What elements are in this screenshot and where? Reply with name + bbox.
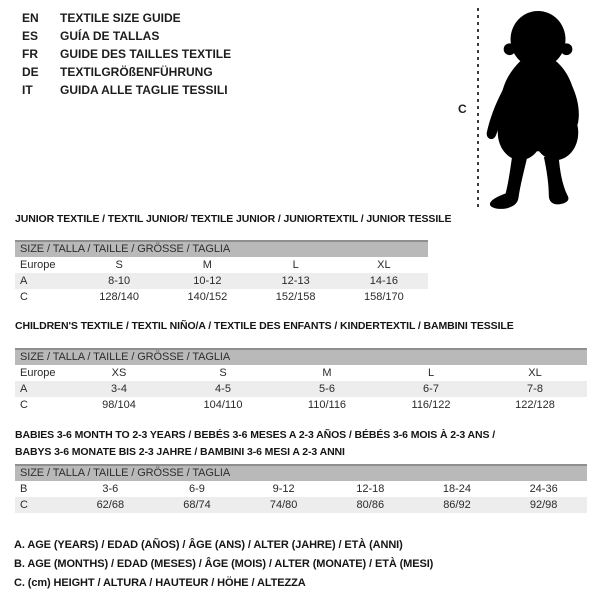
size-value-cell: 128/140 <box>99 291 139 303</box>
size-value-cell: 3-6 <box>102 483 119 495</box>
size-value-cell: 110/116 <box>307 399 347 411</box>
size-header-band: SIZE / TALLA / TAILLE / GRÖSSE / TAGLIA <box>15 240 428 257</box>
size-value-cell: 62/68 <box>96 499 125 511</box>
babies-size-table <box>15 464 587 513</box>
babies-title-line-1: BABIES 3-6 MONTH TO 2-3 YEARS / BEBÉS 3-6 MESES A 2-3 AÑOS / BÉBÉS 3-6 MOIS À 2-3 ANS / <box>15 429 496 441</box>
size-value-cell: 116/122 <box>411 399 451 411</box>
table-row <box>15 365 587 381</box>
size-value-cell: XS <box>111 367 127 379</box>
children-section-title: CHILDREN'S TEXTILE / TEXTIL NIÑO/A / TEXTILE DES ENFANTS / KINDERTEXTIL / BAMBINI TESSILE <box>15 320 514 332</box>
size-value-cell: M <box>322 367 332 379</box>
table-row <box>15 481 587 497</box>
size-value-cell: L <box>292 259 299 271</box>
row-label-cell: Europe <box>20 259 56 271</box>
height-dotted-line <box>477 8 479 208</box>
size-value-cell: 12-13 <box>281 275 310 287</box>
size-value-cell: 5-6 <box>319 383 335 395</box>
size-value-cell: 7-8 <box>527 383 543 395</box>
junior-size-table <box>15 240 428 305</box>
legend-line-a: A. AGE (YEARS) / EDAD (AÑOS) / ÂGE (ANS) / ALTER (JAHRE) / ETÀ (ANNI) <box>14 539 403 551</box>
row-label-cell: C <box>20 399 28 411</box>
size-value-cell: M <box>202 259 212 271</box>
table-row <box>15 257 428 273</box>
size-value-cell: 24-36 <box>529 483 558 495</box>
language-title: TEXTILE SIZE GUIDE <box>60 11 181 25</box>
size-header-band: SIZE / TALLA / TAILLE / GRÖSSE / TAGLIA <box>15 464 587 481</box>
table-row <box>15 397 587 413</box>
size-value-cell: 68/74 <box>183 499 211 511</box>
measurement-legend <box>14 536 589 593</box>
size-value-cell: 152/158 <box>275 291 316 303</box>
language-list <box>22 9 231 99</box>
babies-table-body <box>15 481 587 513</box>
size-value-cell: 122/128 <box>515 399 555 411</box>
baby-figure <box>450 0 600 228</box>
language-code: DE <box>22 65 39 79</box>
language-code: FR <box>22 47 38 61</box>
size-value-cell: 92/98 <box>529 499 558 511</box>
language-code: IT <box>22 83 33 97</box>
junior-table-body <box>15 257 428 305</box>
size-value-cell: L <box>427 367 435 379</box>
size-value-cell: S <box>219 367 227 379</box>
language-title: TEXTILGRÖßENFÜHRUNG <box>60 65 213 79</box>
size-value-cell: 12-18 <box>356 483 385 495</box>
height-measure-label: C <box>458 102 467 116</box>
size-value-cell: 4-5 <box>215 383 231 395</box>
size-value-cell: 8-10 <box>108 275 131 287</box>
row-label-cell: A <box>20 383 28 395</box>
babies-title-line-2: BABYS 3-6 MONATE BIS 2-3 JAHRE / BAMBINI 3-6 MESI A 2-3 ANNI <box>15 446 345 458</box>
size-value-cell: XL <box>377 259 391 271</box>
row-label-cell: B <box>20 483 28 495</box>
children-table-body <box>15 365 587 413</box>
size-value-cell: 158/170 <box>363 291 404 303</box>
size-value-cell: 9-12 <box>272 483 295 495</box>
language-title: GUIDA ALLE TAGLIE TESSILI <box>60 83 228 97</box>
size-value-cell: 18-24 <box>442 483 472 495</box>
size-header-band: SIZE / TALLA / TAILLE / GRÖSSE / TAGLIA <box>15 348 587 365</box>
size-value-cell: 6-7 <box>423 383 439 395</box>
row-label-cell: C <box>20 291 28 303</box>
size-value-cell: 140/152 <box>187 291 228 303</box>
language-row-fr <box>22 45 231 63</box>
legend-line-c: C. (cm) HEIGHT / ALTURA / HAUTEUR / HÖHE / ALTEZZA <box>14 577 306 589</box>
language-title: GUÍA DE TALLAS <box>60 29 160 43</box>
table-row <box>15 289 428 305</box>
size-value-cell: 80/86 <box>356 499 385 511</box>
size-value-cell: 86/92 <box>443 499 471 511</box>
language-row-de <box>22 63 231 81</box>
language-row-es <box>22 27 231 45</box>
size-value-cell: 98/104 <box>102 399 136 411</box>
row-label-cell: A <box>20 275 28 287</box>
table-row <box>15 273 428 289</box>
table-row <box>15 497 587 513</box>
row-label-cell: C <box>20 499 28 511</box>
size-value-cell: 104/110 <box>203 399 243 411</box>
size-value-cell: 6-9 <box>189 483 205 495</box>
row-label-cell: Europe <box>20 367 56 379</box>
language-code: EN <box>22 11 39 25</box>
size-value-cell: S <box>115 259 123 271</box>
size-value-cell: 14-16 <box>369 275 398 287</box>
size-value-cell: 10-12 <box>193 275 222 287</box>
language-row-it <box>22 81 231 99</box>
language-title: GUIDE DES TAILLES TEXTILE <box>60 47 232 61</box>
babies-section-title <box>15 427 590 461</box>
table-row <box>15 381 587 397</box>
size-value-cell: 3-4 <box>111 383 127 395</box>
size-value-cell: 74/80 <box>269 499 298 511</box>
language-code: ES <box>22 29 39 43</box>
baby-silhouette-icon <box>484 8 594 214</box>
junior-section-title: JUNIOR TEXTILE / TEXTIL JUNIOR/ TEXTILE JUNIOR / JUNIORTEXTIL / JUNIOR TESSILE <box>15 213 452 225</box>
language-row-en <box>22 9 231 27</box>
size-value-cell: XL <box>528 367 542 379</box>
legend-line-b: B. AGE (MONTHS) / EDAD (MESES) / ÂGE (MOIS) / ALTER (MONATE) / ETÀ (MESI) <box>14 558 434 570</box>
children-size-table <box>15 348 587 413</box>
